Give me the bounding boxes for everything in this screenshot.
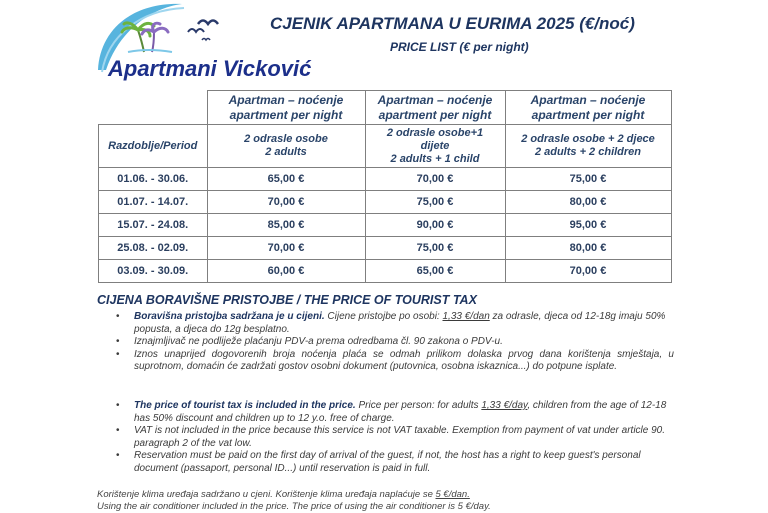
page-title: CJENIK APARTMANA U EURIMA 2025 (€/noć) — [270, 14, 635, 33]
notes-list-en — [114, 400, 674, 475]
air-conditioner-note — [97, 489, 491, 513]
table-row — [99, 260, 672, 283]
bullet-icon: • — [116, 400, 120, 411]
column-header-hr: Apartman – noćenje — [377, 92, 493, 107]
period-label-cell — [99, 125, 208, 168]
price-cell: 85,00 € — [207, 214, 365, 237]
price-cell: 70,00 € — [207, 191, 365, 214]
page-subtitle: PRICE LIST (€ per night) — [390, 40, 529, 54]
footer-price: 5 €/dan. — [435, 489, 470, 500]
bullet-icon: • — [116, 348, 120, 360]
note-price: 1,33 €/dan — [442, 311, 490, 322]
occupancy-hr: 2 odrasle osobe + 2 djece — [521, 133, 655, 145]
note-bold: Boravišna pristojba sadržana je u cijeni. — [134, 311, 325, 322]
note-item — [114, 425, 674, 450]
price-cell: 70,00 € — [365, 168, 505, 191]
period-cell: 01.07. - 14.07. — [99, 191, 208, 214]
occupancy-hr: 2 odrasle osobe+1 — [386, 126, 484, 139]
column-header-en: apartment per night — [531, 107, 645, 122]
price-cell: 65,00 € — [207, 168, 365, 191]
note-text: za odrasle, djeca od 12-18g imaju 50% popusta, a djeca do 12g besplatno. — [134, 311, 666, 335]
column-header-en: apartment per night — [229, 107, 343, 122]
tourist-tax-heading: CIJENA BORAVIŠNE PRISTOJBE / THE PRICE OF TOURIST TAX — [97, 293, 477, 307]
note-text: Iznos unaprijed dogovorenih broja noćenja plaća se odmah prilikom dolaska prvog dana korištenja smještaja, u suprotnom, domaćin će zadržati gostov osobni dokument (putovnica, osobna iskaznica...) do potpune isplate. — [134, 348, 674, 372]
note-text: Iznajmljivač ne podliježe plaćanju PDV-a prema odredbama čl. 90 zakona o PDV-u. — [134, 336, 503, 347]
note-bold: The price of tourist tax is included in the price. — [134, 400, 356, 411]
bullet-icon: • — [116, 425, 120, 436]
price-cell: 75,00 € — [365, 237, 505, 260]
occupancy-cell-2 — [365, 125, 505, 168]
occupancy-en: 2 adults + 2 children — [534, 146, 642, 158]
occupancy-hr: 2 odrasle osobe — [244, 133, 328, 145]
footer-text: Korištenje klima uređaja sadržano u cjeni. Korištenje klima uređaja naplaćuje se — [97, 489, 436, 500]
note-text: Reservation must be paid on the first day of arrival of the guest, if not, the host has a right to keep guest's personal document (passaport, personal ID...) until reservation is paid in full. — [134, 450, 641, 474]
price-cell: 70,00 € — [505, 260, 671, 283]
column-header-en: apartment per night — [378, 107, 492, 122]
column-header-hr: Apartman – noćenje — [530, 92, 646, 107]
price-cell: 70,00 € — [207, 237, 365, 260]
price-cell: 65,00 € — [365, 260, 505, 283]
note-text: , children from the age of 12-18 has 50% discount and children up to 12 y.o. free of charge. — [134, 400, 667, 424]
note-text: Cijene pristojbe po osobi: — [324, 311, 443, 322]
brand-logo — [92, 0, 332, 85]
bullet-icon: • — [116, 336, 120, 347]
table-row — [99, 191, 672, 214]
column-header-1 — [207, 91, 365, 125]
price-table — [98, 90, 672, 283]
note-text: Price per person: for adults — [355, 400, 482, 411]
note-item — [114, 349, 674, 374]
note-item — [114, 400, 674, 425]
price-cell: 80,00 € — [505, 237, 671, 260]
table-row — [99, 168, 672, 191]
footer-line-en: Using the air conditioner included in the price. The price of using the air conditioner is 5 €/day. — [97, 501, 491, 512]
column-header-hr: Apartman – noćenje — [228, 92, 344, 107]
occupancy-cell-1 — [207, 125, 365, 168]
period-cell: 03.09. - 30.09. — [99, 260, 208, 283]
footer-line-hr — [97, 489, 491, 501]
occupancy-cell-3 — [505, 125, 671, 168]
column-header-2 — [365, 91, 505, 125]
note-item — [114, 336, 674, 349]
table-row — [99, 214, 672, 237]
price-cell: 75,00 € — [365, 191, 505, 214]
period-label: Razdoblje/Period — [108, 139, 198, 152]
price-cell: 80,00 € — [505, 191, 671, 214]
brand-name: Apartmani Vicković — [108, 56, 312, 81]
table-row — [99, 237, 672, 260]
price-cell: 95,00 € — [505, 214, 671, 237]
price-cell: 60,00 € — [207, 260, 365, 283]
period-cell: 01.06. - 30.06. — [99, 168, 208, 191]
blank-corner-cell — [99, 91, 208, 125]
occupancy-row — [99, 125, 672, 168]
notes-list-hr — [114, 311, 674, 374]
column-header-3 — [505, 91, 671, 125]
bullet-icon: • — [116, 450, 120, 461]
period-cell: 25.08. - 02.09. — [99, 237, 208, 260]
bullet-icon: • — [116, 311, 120, 322]
occupancy-en: 2 adults — [265, 146, 307, 158]
price-cell: 90,00 € — [365, 214, 505, 237]
period-cell: 15.07. - 24.08. — [99, 214, 208, 237]
occupancy-hr-2: dijete — [420, 139, 450, 152]
price-cell: 75,00 € — [505, 168, 671, 191]
note-price: 1,33 €/day — [481, 400, 528, 411]
note-item — [114, 311, 674, 336]
note-item — [114, 450, 674, 475]
occupancy-en: 2 adults + 1 child — [390, 152, 480, 165]
note-text: VAT is not included in the price because this service is not VAT taxable. Exemption from payment of vat under article 90. paragraph 2 of the vat low. — [134, 425, 666, 449]
table-header-row — [99, 91, 672, 125]
